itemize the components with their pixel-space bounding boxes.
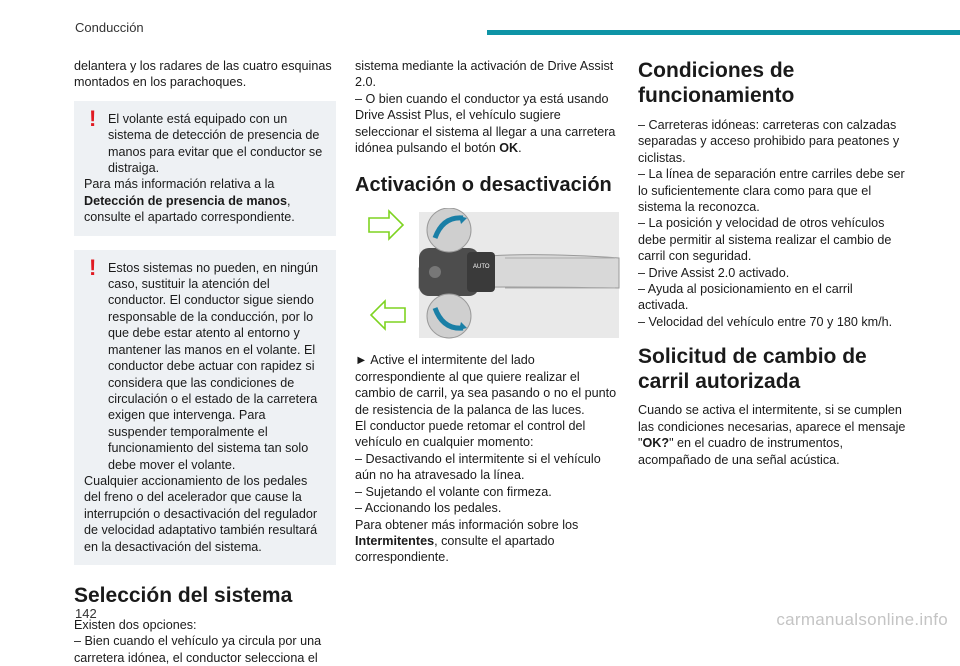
warning-text-ref: Para más información relativa a la Detección de presencia de manos, consulte el apartado correspondiente. — [84, 177, 295, 225]
warning-box-hands — [74, 101, 336, 236]
paragraph-solicitud: Cuando se activa el intermitente, si se cumplen las condiciones necesarias, aparece el mensaje "OK?" en el cuadro de instrumentos, acompañado de una señal acústica. — [638, 403, 906, 467]
list-item: – La línea de separación entre carriles debe ser lo suficientemente clara como para que el sistema la reconozca. — [638, 167, 905, 215]
heading-seleccion: Selección del sistema — [74, 583, 293, 607]
column-2 — [355, 58, 621, 566]
heading-activacion: Activación o desactivación — [355, 174, 612, 197]
heading-condiciones: Condiciones de funcionamiento — [638, 59, 795, 107]
warning-icon: ! — [89, 254, 97, 280]
section-title: Conducción — [75, 20, 144, 35]
list-item: – Accionando los pedales. — [355, 501, 502, 516]
list-item: – La posición y velocidad de otros vehículos debe permitir al sistema realizar el cambio de carril con seguridad. — [638, 216, 892, 264]
warning-text: El volante está equipado con un sistema de detección de presencia de manos para evitar que el conductor se distraiga. — [108, 111, 323, 176]
header-accent-bar — [487, 30, 960, 35]
figure-lights-stalk — [355, 208, 621, 340]
paragraph-intermitentes: Para obtener más información sobre los Intermitentes, consulte el apartado correspondiente. — [355, 517, 579, 565]
warning-text-pedals: Cualquier accionamiento de los pedales del freno o del acelerador que cause la interrupción o desactivación del regulador de velocidad adaptativo también resultará en la desactivación del sistema. — [84, 473, 318, 554]
intro-paragraph: delantera y los radares de las cuatro esquinas montados en los parachoques. — [74, 59, 332, 90]
arrow-right-icon — [369, 211, 403, 239]
paragraph: Existen dos opciones: — [74, 617, 197, 632]
conditions-list — [638, 117, 906, 330]
list-item: – Desactivando el intermitente si el vehículo aún no ha atravesado la línea. — [355, 451, 601, 483]
stalk-drawing — [419, 208, 619, 338]
paragraph: El conductor puede retomar el control del vehículo en cualquier momento: — [355, 419, 586, 450]
arrow-left-icon — [371, 301, 405, 329]
column-3 — [638, 58, 906, 468]
lights-stalk-illustration — [355, 208, 621, 340]
paragraph-ok: – O bien cuando el conductor ya está usando Drive Assist Plus, el vehículo sugiere seleccionar el sistema al llegar a una carretera idónea pulsando el botón OK. — [355, 91, 616, 156]
list-item: – Carreteras idóneas: carreteras con calzadas separadas y acceso prohibido para peatones y ciclistas. — [638, 118, 900, 165]
list-item: – Drive Assist 2.0 activado. — [638, 265, 790, 280]
link-deteccion: Detección de presencia de manos — [84, 193, 287, 208]
list-item: – Sujetando el volante con firmeza. — [355, 484, 552, 499]
warning-text: Estos sistemas no pueden, en ningún caso, sustituir la atención del conductor. El conductor sigue siendo responsable de la conducción, por lo que debe estar atento al entorno y mantener las manos en el volante. El conductor debe actuar con rapidez si considera que las condiciones de circulación o el estado de la carretera exigen que intervenga. Para suspender temporalmente el funcionamiento del sistema tan solo debe mover el volante. — [108, 260, 319, 472]
svg-text:AUTO: AUTO — [473, 264, 490, 271]
warning-box-attention — [74, 250, 336, 565]
list-item: – Ayuda al posicionamiento en el carril activada. — [638, 282, 853, 313]
paragraph: – Bien cuando el vehículo ya circula por una carretera idónea, el conductor selecciona el — [74, 634, 322, 665]
warning-icon: ! — [89, 105, 97, 131]
instruction-step: ► Active el intermitente del lado correspondiente al que quiere realizar el cambio de carril, ya sea pasando o no el punto de resistencia de la palanca de las luces. — [355, 353, 617, 417]
watermark: carmanualsonline.info — [776, 610, 948, 629]
page-number: 142 — [75, 606, 97, 621]
list-item: – Velocidad del vehículo entre 70 y 180 km/h. — [638, 314, 893, 329]
column-1 — [74, 58, 336, 666]
paragraph: sistema mediante la activación de Drive Assist 2.0. — [355, 59, 614, 90]
heading-solicitud: Solicitud de cambio de carril autorizada — [638, 345, 867, 394]
